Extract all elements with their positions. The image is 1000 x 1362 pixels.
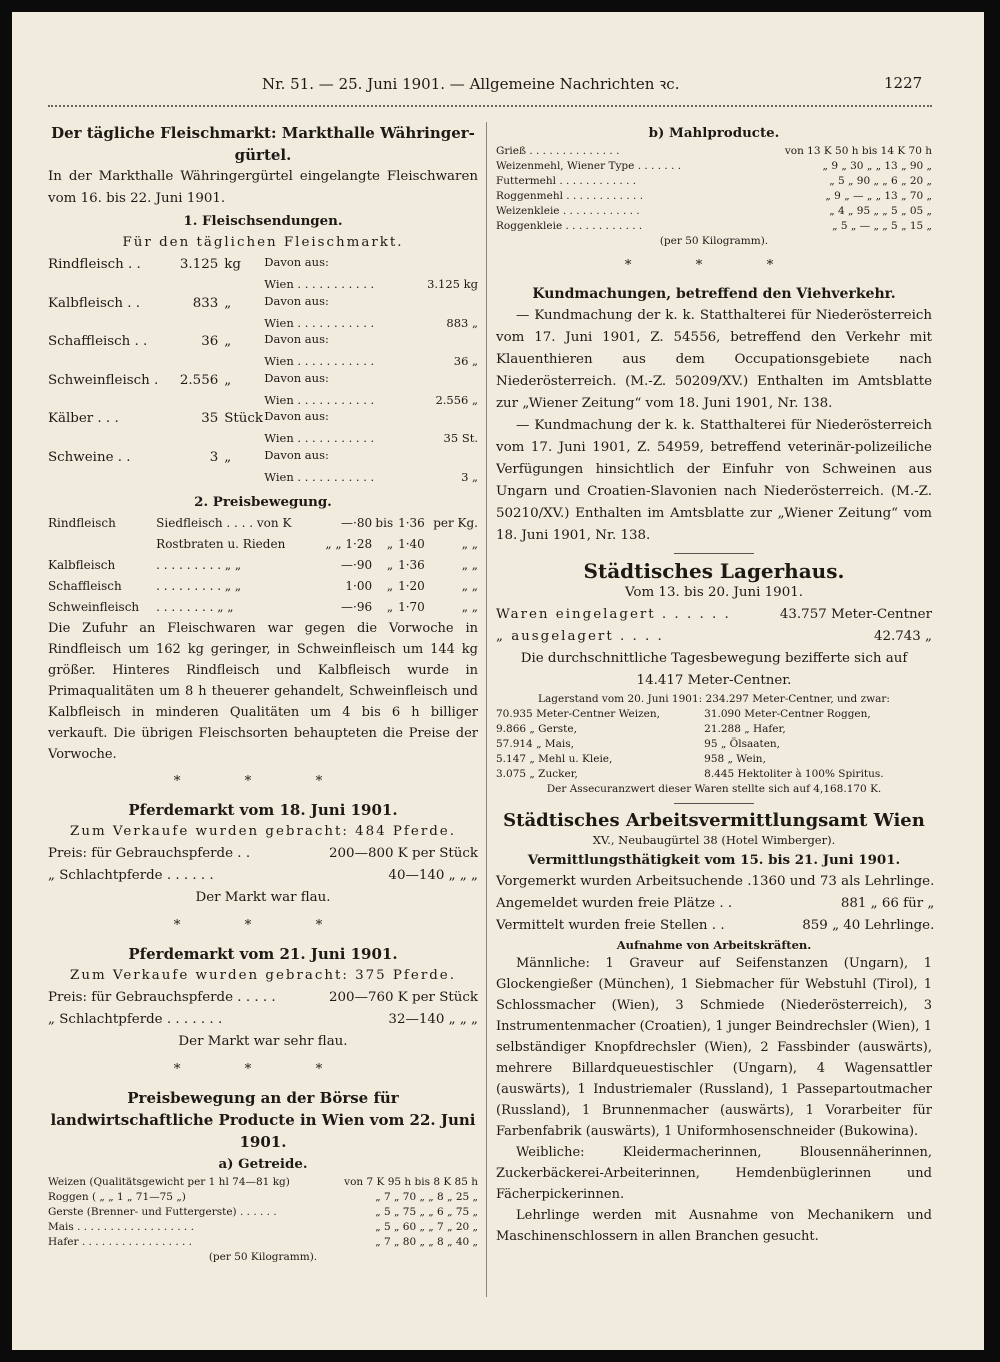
cell-d: „ — [386, 558, 394, 572]
cell-wien: Wien . . . . . . . . . . . — [264, 469, 375, 484]
cell-a: Grieß . . . . . . . . . . . . . . — [496, 145, 620, 157]
cell-f: „ „ — [461, 558, 478, 572]
cell-e: 1·36 — [398, 516, 425, 530]
table-row — [48, 555, 478, 576]
cell-b: von 7 K 95 h bis 8 K 85 h — [344, 1176, 478, 1188]
pferdemarkt-18-table — [48, 843, 478, 887]
cell-c: 1·00 — [345, 579, 373, 593]
table-row — [48, 254, 478, 276]
cell-a: „ Schlachtpferde . . . . . . . — [48, 1012, 223, 1027]
section-stars: * * * — [624, 258, 804, 273]
cell-val: 3 „ — [461, 469, 478, 484]
cell-val: 2.556 „ — [435, 392, 478, 407]
fleischmarkt-heading: Der tägliche Fleischmarkt: Markthalle Währinger-gürtel. — [51, 124, 475, 164]
cell-val: 3.125 kg — [427, 277, 478, 291]
table-row — [48, 865, 478, 887]
table-row — [496, 752, 932, 767]
cell-c: —·80 — [341, 516, 373, 530]
cell-d: „ — [386, 579, 394, 593]
cell-a: „ Schlachtpferde . . . . . . — [48, 868, 214, 883]
table-row — [48, 513, 478, 534]
table-row — [496, 626, 932, 648]
lagerstand-line: Lagerstand vom 20. Juni 1901: 234.297 Meter-Centner, und zwar: — [538, 693, 890, 705]
table-row — [496, 893, 934, 915]
cell-b: 31.090 Meter-Centner Roggen, — [704, 708, 871, 720]
cell-c: „ „ 1·28 — [325, 537, 373, 551]
fleischsendungen-heading: 1. Fleischsendungen. — [183, 213, 343, 229]
pferdemarkt-21-table — [48, 987, 478, 1031]
cell-b: 8.445 Hektoliter à 100% Spiritus. — [704, 768, 884, 780]
aufnahme-heading: Aufnahme von Arbeitskräften. — [616, 937, 812, 952]
cell-b: 95 „ Ölsaaten, — [704, 738, 781, 750]
cell-a: Vermittelt wurden freie Stellen . . — [496, 917, 725, 933]
cell-a: Mais . . . . . . . . . . . . . . . . . . — [48, 1221, 194, 1233]
table-row — [48, 1205, 478, 1220]
cell-b: 200—760 K per Stück — [329, 990, 478, 1005]
cell-b: . . . . . . . . „ „ — [156, 600, 234, 614]
cell-b: „ 7 „ 80 „ „ 8 „ 40 „ — [375, 1236, 478, 1248]
cell-davon: Davon aus: — [264, 293, 329, 308]
cell-a: Futtermehl . . . . . . . . . . . . — [496, 175, 637, 187]
section-stars: * * * — [173, 774, 353, 789]
cell-name: Schweine . . — [48, 449, 131, 465]
cell-d: bis — [375, 516, 394, 530]
cell-a: Preis: für Gebrauchspferde . . . . . — [48, 990, 276, 1005]
weibliche-list: Weibliche: Kleidermacherinnen, Blousennäherinnen, Zuckerbäckerei-Arbeiterinnen, Hemdenbüglerinnen und Fächerpickerinnen. — [496, 1145, 932, 1202]
table-row — [496, 871, 934, 893]
cell-a: Kalbfleisch — [48, 558, 116, 572]
header-rule — [48, 105, 932, 107]
lagerhaus-table — [496, 604, 932, 648]
cell-b: 1360 und 73 als Lehrlinge. — [751, 873, 935, 889]
cell-b: 958 „ Wein, — [704, 753, 766, 765]
cell-qty: 3 — [209, 449, 219, 465]
mahlproducte-table — [496, 144, 932, 234]
lehrlinge-note: Lehrlinge werden mit Ausnahme von Mechanikern und Maschinenschlossern in allen Branchen gesucht. — [496, 1208, 932, 1244]
table-row — [496, 915, 934, 937]
table-row — [496, 189, 932, 204]
column-divider — [486, 122, 487, 1297]
cell-davon: Davon aus: — [264, 370, 329, 385]
cell-a: Weizenmehl, Wiener Type . . . . . . . — [496, 160, 682, 172]
table-row — [48, 1220, 478, 1235]
table-row — [48, 408, 478, 430]
cell-b: Siedfleisch . . . . von K — [156, 516, 292, 530]
table-row — [496, 174, 932, 189]
table-row — [496, 144, 932, 159]
fleischmarkt-report: Die Zufuhr an Fleischwaren war gegen die Vorwoche in Rindfleisch um 162 kg geringer, in Schweinfleisch um 144 kg größer. Hinteres Rindfleisch und Kalbfleisch wurde in Primaqualitäten um 8 h theuerer gehandelt, Schweinfleisch und Kalbfleisch in minderen Qualitäten um 4 bis 6 h billiger verkauft. Die übrigen Fleischsorten behaupteten die Preise der Vorwoche. — [48, 621, 478, 762]
cell-b: 21.288 „ Hafer, — [704, 723, 786, 735]
running-header: Nr. 51. — 25. Juni 1901. — Allgemeine Nachrichten ꝛc. — [262, 75, 680, 93]
pferdemarkt-18-count: Zum Verkaufe wurden gebracht: 484 Pferde. — [70, 824, 456, 839]
lagerhaus-date: Vom 13. bis 20. Juni 1901. — [624, 585, 804, 600]
table-row — [496, 707, 932, 722]
table-row — [496, 604, 932, 626]
table-row — [48, 1175, 478, 1190]
lagerstand-table — [496, 707, 932, 782]
table-row — [48, 447, 478, 469]
table-row — [496, 204, 932, 219]
cell-b: „ 7 „ 70 „ „ 8 „ 25 „ — [375, 1191, 478, 1203]
vermittlung-heading: Vermittlungsthätigkeit vom 15. bis 21. Juni 1901. — [527, 851, 901, 868]
table-row — [48, 469, 478, 486]
cell-name: Rindfleisch . . — [48, 257, 141, 272]
vermittlung-table — [496, 871, 934, 937]
getreide-note: (per 50 Kilogramm). — [208, 1251, 318, 1263]
cell-qty: 833 — [192, 295, 219, 311]
cell-b: 859 „ 40 Lehrlinge. — [802, 917, 935, 933]
cell-b: 40—140 „ „ „ — [388, 868, 478, 883]
cell-b: Rostbraten u. Rieden — [156, 537, 286, 551]
table-row — [48, 370, 478, 392]
getreide-heading: a) Getreide. — [218, 1156, 308, 1172]
cell-a: 5.147 „ Mehl u. Kleie, — [496, 753, 613, 765]
cell-qty: 3.125 — [179, 257, 219, 272]
cell-a: „ ausgelagert . . . . — [496, 629, 664, 644]
kundmachung-2: — Kundmachung der k. k. Statthalterei für Niederösterreich vom 17. Juni 1901, Z. 54959, betreffend veterinär-polizeiliche Verfügungen hinsichtlich der Einfuhr von Schweinen aus Ungarn und Croatien-Slavonien nach Niederösterreich. (M.-Z. 50210/XV.) Enthalten im Amtsblatte zur „Wiener Zeitung“ vom 18. Juni 1901, Nr. 138. — [496, 418, 932, 543]
cell-b: „ 5 „ — „ „ 5 „ 15 „ — [832, 220, 932, 232]
cell-unit: „ — [224, 449, 232, 465]
cell-unit: Stück — [224, 411, 264, 426]
cell-b: „ 9 „ — „ „ 13 „ 70 „ — [825, 190, 932, 202]
cell-qty: 36 — [201, 334, 219, 349]
cell-c: —·90 — [341, 558, 373, 572]
cell-davon: Davon aus: — [264, 332, 329, 346]
preisbewegung-heading: 2. Preisbewegung. — [194, 494, 332, 510]
cell-unit: „ — [224, 334, 232, 349]
cell-unit: „ — [224, 372, 232, 388]
table-row — [48, 1235, 478, 1250]
cell-b: „ 5 „ 90 „ „ 6 „ 20 „ — [829, 175, 932, 187]
cell-wien: Wien . . . . . . . . . . . — [264, 277, 375, 291]
maennliche-list: Männliche: 1 Graveur auf Seifenstanzen (Ungarn), 1 Glockengießer (München), 1 Siebmacher für Webstuhl (Tirol), 1 Schlossmacher (Wien), 3 Schmiede (Niederösterreich), 3 Instrumentenmacher (Croatien), 1 junger Beindrechsler (Wien), 1 selbständiger Knopfdrechsler (Wien), 2 Fassbinder (auswärts), mehrere Billardqueuestischler (Ungarn), 4 Wagensattler (auswärts), 1 Industriemaler (Russland), 1 Passepartoutmacher (Russland), 1 Brunnenmacher (auswärts), 1 Vorarbeiter für Farbenfabrik (auswärts), 1 Uniformhosenschneider (Bukowina). — [496, 956, 932, 1139]
cell-a: Waren eingelagert . . . . . . — [496, 607, 731, 622]
table-row — [48, 1009, 478, 1031]
cell-e: 1·20 — [398, 579, 425, 593]
table-row — [48, 576, 478, 597]
pferdemarkt-21-count: Zum Verkaufe wurden gebracht: 375 Pferde. — [70, 968, 456, 983]
table-row — [48, 276, 478, 293]
boerse-heading: Preisbewegung an der Börse für landwirtschaftliche Producte in Wien vom 22. Juni 1901. — [50, 1089, 476, 1151]
cell-a: Roggenmehl . . . . . . . . . . . . — [496, 190, 644, 202]
table-row — [48, 331, 478, 353]
cell-a: Angemeldet wurden freie Plätze . . — [496, 895, 733, 911]
cell-b: . . . . . . . . . „ „ — [156, 579, 242, 593]
cell-wien: Wien . . . . . . . . . . . — [264, 431, 375, 445]
arbeitsvermittlung-address: XV., Neubaugürtel 38 (Hotel Wimberger). — [592, 833, 836, 847]
cell-a: 3.075 „ Zucker, — [496, 768, 578, 780]
preisbewegung-table — [48, 513, 478, 618]
cell-a: Vorgemerkt wurden Arbeitsuchende . — [496, 873, 752, 889]
cell-d: „ — [386, 600, 394, 614]
pferdemarkt-21-heading: Pferdemarkt vom 21. Juni 1901. — [128, 945, 398, 963]
table-row — [48, 597, 478, 618]
cell-name: Kalbfleisch . . — [48, 295, 141, 311]
cell-b: „ 4 „ 95 „ „ 5 „ 05 „ — [829, 205, 932, 217]
cell-unit: „ — [224, 295, 232, 311]
page-number: 1227 — [884, 74, 923, 92]
table-row — [48, 430, 478, 447]
cell-val: 883 „ — [446, 315, 478, 330]
table-row — [496, 219, 932, 234]
cell-a: Roggen ( „ „ 1 „ 71—75 „) — [48, 1191, 186, 1203]
cell-name: Schweinfleisch . — [48, 372, 159, 388]
section-rule — [674, 803, 754, 804]
lagerhaus-tagesbewegung: Die durchschnittliche Tagesbewegung bezifferte sich auf 14.417 Meter-Centner. — [520, 651, 908, 688]
cell-val: 36 „ — [453, 354, 478, 368]
cell-b: „ 5 „ 75 „ „ 6 „ 75 „ — [375, 1206, 478, 1218]
cell-val: 35 St. — [443, 431, 478, 445]
cell-a: Weizen (Qualitätsgewicht per 1 hl 74—81 kg) — [48, 1176, 290, 1188]
cell-wien: Wien . . . . . . . . . . . — [264, 315, 375, 330]
cell-a: Gerste (Brenner- und Futtergerste) . . . . . . — [48, 1206, 277, 1218]
cell-b: von 13 K 50 h bis 14 K 70 h — [784, 145, 932, 157]
assecuranzwert: Der Assecuranzwert dieser Waren stellte sich auf 4,168.170 K. — [546, 783, 882, 795]
cell-a: 57.914 „ Mais, — [496, 738, 574, 750]
table-row — [48, 1190, 478, 1205]
arbeitsvermittlung-heading: Städtisches Arbeitsvermittlungsamt Wien — [503, 810, 925, 831]
table-row — [48, 392, 478, 409]
table-row — [48, 293, 478, 315]
cell-b: . . . . . . . . . „ „ — [156, 558, 242, 572]
cell-wien: Wien . . . . . . . . . . . — [264, 354, 375, 368]
cell-a: Rindfleisch — [48, 516, 116, 530]
table-row — [48, 353, 478, 370]
cell-a — [48, 534, 156, 555]
cell-a: 9.866 „ Gerste, — [496, 723, 577, 735]
cell-b: 881 „ 66 für „ — [840, 895, 935, 911]
mahlproducte-note: (per 50 Kilogramm). — [659, 235, 769, 247]
cell-name: Kälber . . . — [48, 411, 119, 426]
table-row — [496, 767, 932, 782]
cell-a: Schaffleisch — [48, 579, 122, 593]
cell-b: 32—140 „ „ „ — [388, 1012, 478, 1027]
cell-a: 70.935 Meter-Centner Weizen, — [496, 708, 660, 720]
right-column — [496, 122, 935, 1247]
lagerhaus-heading: Städtisches Lagerhaus. — [583, 559, 845, 583]
table-row — [496, 722, 932, 737]
getreide-table — [48, 1175, 478, 1250]
cell-a: Schweinfleisch — [48, 600, 140, 614]
taeglicher-heading: Für den täglichen Fleischmarkt. — [122, 235, 404, 250]
cell-b: 200—800 K per Stück — [329, 846, 478, 861]
mahlproducte-heading: b) Mahlproducte. — [648, 125, 780, 141]
kundmachung-1: — Kundmachung der k. k. Statthalterei für Niederösterreich vom 17. Juni 1901, Z. 54556, betreffend den Verkehr mit Klauenthieren aus dem Occupationsgebiete nach Niederösterreich. (M.-Z. 50209/XV.) Enthalten im Amtsblatte zur „Wiener Zeitung“ vom 18. Juni 1901, Nr. 138. — [496, 308, 932, 411]
cell-f: „ „ — [461, 600, 478, 614]
cell-unit: kg — [224, 257, 241, 272]
table-row — [48, 315, 478, 332]
cell-wien: Wien . . . . . . . . . . . — [264, 392, 375, 407]
cell-b: „ 5 „ 60 „ „ 7 „ 20 „ — [375, 1221, 478, 1233]
cell-a: Preis: für Gebrauchspferde . . — [48, 846, 251, 861]
table-row — [48, 843, 478, 865]
cell-e: 1·40 — [398, 537, 425, 551]
cell-a: Hafer . . . . . . . . . . . . . . . . . — [48, 1236, 193, 1248]
fleischmarkt-intro: In der Markthalle Währingergürtel eingelangte Fleischwaren vom 16. bis 22. Juni 1901. — [48, 169, 478, 206]
cell-davon: Davon aus: — [264, 447, 329, 462]
cell-e: 1·70 — [398, 600, 425, 614]
cell-a: Weizenkleie . . . . . . . . . . . . — [496, 205, 640, 217]
pferdemarkt-18-note: Der Markt war flau. — [195, 890, 331, 905]
cell-b: 42.743 „ — [873, 629, 932, 644]
cell-f: „ „ — [461, 537, 478, 551]
newspaper-page — [12, 12, 984, 1350]
pferdemarkt-18-heading: Pferdemarkt vom 18. Juni 1901. — [128, 801, 398, 819]
cell-f: per Kg. — [433, 516, 478, 530]
cell-name: Schaffleisch . . — [48, 334, 148, 349]
section-rule — [674, 553, 754, 554]
cell-davon: Davon aus: — [264, 409, 329, 423]
cell-qty: 2.556 — [179, 372, 219, 388]
section-stars: * * * — [173, 1062, 353, 1077]
cell-e: 1·36 — [398, 558, 425, 572]
cell-f: „ „ — [461, 579, 478, 593]
cell-davon: Davon aus: — [264, 255, 329, 269]
cell-d: „ — [386, 537, 394, 551]
pferdemarkt-21-note: Der Markt war sehr flau. — [178, 1034, 348, 1049]
table-row — [496, 159, 932, 174]
cell-b: 43.757 Meter-Centner — [779, 607, 932, 622]
cell-a: Roggenkleie . . . . . . . . . . . . — [496, 220, 643, 232]
section-stars: * * * — [173, 918, 353, 933]
kundmachungen-heading: Kundmachungen, betreffend den Viehverkehr. — [532, 286, 896, 302]
cell-c: —·96 — [341, 600, 373, 614]
table-row — [496, 737, 932, 752]
table-row — [48, 987, 478, 1009]
cell-b: „ 9 „ 30 „ „ 13 „ 90 „ — [822, 160, 932, 172]
left-column — [48, 122, 478, 1265]
cell-qty: 35 — [201, 411, 219, 426]
fleischsendungen-table — [48, 254, 478, 485]
table-row — [48, 534, 478, 555]
